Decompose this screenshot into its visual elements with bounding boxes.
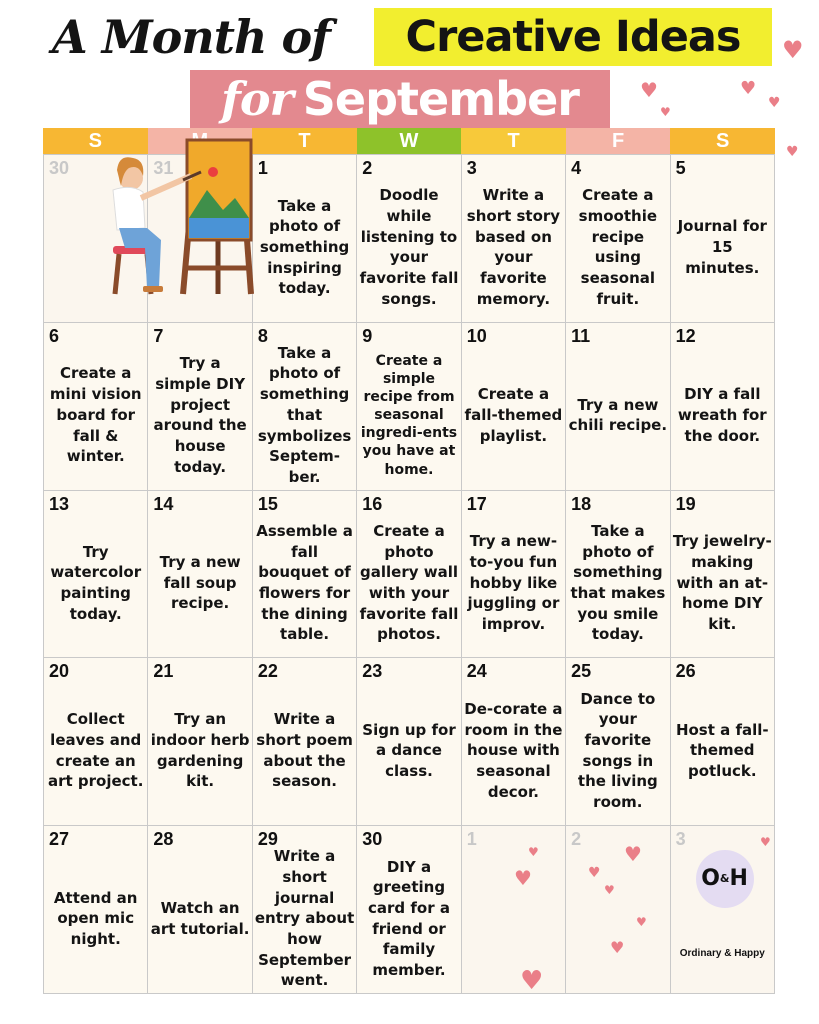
logo-name: Ordinary & Happy	[679, 948, 765, 960]
day-cell	[44, 826, 148, 994]
day-number: 31	[153, 158, 174, 178]
day-number: 28	[153, 829, 174, 850]
day-number: 25	[571, 661, 592, 682]
day-number: 3	[466, 158, 477, 178]
day-cell	[357, 323, 461, 491]
day-cell	[44, 323, 148, 491]
day-idea: Try jewelry-making with an at-home DIY kit.	[672, 532, 772, 634]
day-cell	[671, 658, 775, 826]
heart-icon: ♥	[786, 144, 799, 160]
heart-icon: ♥	[624, 842, 642, 866]
day-cell	[671, 491, 775, 659]
heart-icon: ♥	[660, 105, 671, 119]
logo-cell	[671, 826, 775, 994]
logo-initial-o: O	[701, 866, 720, 892]
day-cell	[357, 826, 461, 994]
title-part-1: A Month of	[52, 10, 330, 64]
day-number: 11	[571, 325, 591, 346]
day-idea: Attend an open mic night.	[53, 888, 138, 948]
day-cell	[462, 826, 566, 994]
day-cell	[462, 658, 566, 826]
day-idea: Try a new fall soup recipe.	[159, 552, 241, 613]
logo-ampersand: &	[719, 872, 730, 886]
day-idea: Create a photo gallery wall with your favorite fall photos.	[359, 521, 459, 644]
day-number: 17	[466, 493, 487, 514]
day-idea: Write a short poem about the season.	[256, 710, 353, 791]
day-idea: Assemble a fall bouquet of flowers for the dining table.	[256, 521, 353, 644]
day-idea: Try a new chili recipe.	[568, 395, 668, 435]
day-number: 1	[466, 829, 477, 850]
day-cell	[357, 155, 461, 323]
day-cell	[253, 323, 357, 491]
day-idea: DIY a fall wreath for the door.	[677, 385, 767, 445]
day-cell	[566, 323, 670, 491]
day-cell	[462, 323, 566, 491]
day-number: 23	[362, 661, 383, 682]
day-cell	[357, 658, 461, 826]
day-cell	[566, 155, 670, 323]
weekday-sat: S	[670, 128, 775, 154]
heart-icon: ♥	[520, 966, 544, 996]
weekday-tue: T	[252, 128, 357, 154]
day-idea: Try a simple DIY project around the house today.	[153, 354, 247, 476]
day-cell	[357, 491, 461, 659]
logo-initial-h: H	[729, 866, 748, 892]
day-number: 3	[675, 829, 686, 850]
day-cell	[462, 155, 566, 323]
day-number: 7	[153, 325, 164, 346]
day-number: 12	[675, 325, 696, 346]
day-cell	[566, 491, 670, 659]
day-number: 27	[49, 829, 70, 850]
day-number: 14	[153, 493, 174, 514]
weekday-fri: F	[566, 128, 671, 154]
day-idea: DIY a greeting card for a friend or family member.	[368, 857, 450, 979]
day-idea: Dance to your favorite songs in the living room.	[577, 689, 658, 812]
day-number: 26	[675, 661, 696, 682]
day-idea: Doodle while listening to your favorite fall songs.	[359, 186, 459, 308]
heart-icon: ♥	[782, 36, 804, 64]
day-idea: Journal for 15 minutes.	[677, 217, 767, 277]
day-idea: Take a photo of something that symbolizes Septem-ber.	[257, 343, 352, 486]
heart-icon: ♥	[604, 883, 615, 897]
subtitle-for: for	[221, 72, 293, 126]
day-cell	[462, 491, 566, 659]
day-idea: Try watercolor painting today.	[50, 542, 142, 623]
day-idea: Write a short journal entry about how September went.	[254, 847, 355, 990]
day-number: 24	[466, 661, 487, 682]
weekday-sun: S	[43, 128, 148, 154]
day-number: 2	[571, 829, 582, 850]
day-idea: Try an indoor herb gardening kit.	[150, 710, 250, 791]
day-cell	[253, 826, 357, 994]
day-number: 30	[362, 829, 383, 850]
weekday-thu: T	[461, 128, 566, 154]
heart-icon: ♥	[636, 915, 647, 929]
day-number: 29	[257, 829, 278, 850]
title	[52, 6, 772, 68]
heart-icon: ♥	[514, 866, 532, 890]
heart-icon: ♥	[640, 78, 658, 102]
day-number: 1	[257, 158, 268, 178]
subtitle-band	[190, 70, 610, 128]
day-idea: Write a short story based on your favorite memory.	[466, 186, 561, 308]
weekday-wed: W	[357, 128, 462, 154]
day-number: 18	[571, 493, 592, 514]
day-number: 22	[257, 661, 278, 682]
day-number: 6	[49, 325, 60, 346]
day-number: 19	[675, 493, 696, 514]
subtitle-month: September	[302, 72, 579, 126]
heart-icon: ♥	[768, 95, 781, 111]
title-part-2-highlight: Creative Ideas	[374, 8, 772, 66]
day-cell	[44, 491, 148, 659]
day-cell	[671, 323, 775, 491]
heart-icon: ♥	[588, 865, 601, 881]
heart-icon: ♥	[610, 938, 625, 957]
day-cell	[566, 826, 670, 994]
day-idea: Create a simple recipe from seasonal ingredi-ents you have at home.	[360, 352, 458, 478]
heart-icon: ♥	[740, 78, 757, 99]
day-idea: Host a fall-themed potluck.	[675, 720, 769, 781]
day-idea: Collect leaves and create an art project.	[47, 710, 144, 791]
day-idea: De-corate a room in the house with seasonal decor.	[464, 700, 563, 801]
heart-icon: ♥	[760, 835, 771, 849]
day-number: 13	[49, 493, 70, 514]
day-cell	[148, 826, 252, 994]
day-cell	[44, 658, 148, 826]
heart-icon: ♥	[528, 845, 539, 859]
day-number: 16	[362, 493, 383, 514]
day-number: 5	[675, 158, 686, 178]
day-number: 20	[49, 661, 70, 682]
day-number: 9	[362, 325, 373, 346]
day-cell	[148, 491, 252, 659]
day-idea: Sign up for a dance class.	[362, 720, 456, 781]
day-number: 10	[466, 325, 487, 346]
day-cell	[253, 491, 357, 659]
day-cell	[148, 323, 252, 491]
day-cell	[148, 658, 252, 826]
day-number: 30	[49, 158, 70, 178]
day-idea: Create a smoothie recipe using seasonal fruit.	[578, 186, 658, 308]
day-idea: Take a photo of something inspiring today.	[259, 196, 350, 298]
day-number: 15	[257, 493, 278, 514]
day-cell	[253, 658, 357, 826]
day-number: 2	[362, 158, 373, 178]
day-idea: Create a fall-themed playlist.	[464, 385, 563, 445]
logo-badge	[696, 850, 754, 908]
painter-illustration-icon	[73, 128, 278, 296]
day-idea: Watch an art tutorial.	[150, 898, 250, 938]
day-number: 8	[257, 325, 268, 346]
day-number: 21	[153, 661, 174, 682]
day-idea: Take a photo of something that makes you smile today.	[570, 521, 666, 644]
day-cell	[671, 155, 775, 323]
day-cell	[566, 658, 670, 826]
day-idea: Try a new-to-you fun hobby like juggling or improv.	[467, 532, 560, 634]
day-idea: Create a mini vision board for fall & winter.	[49, 364, 142, 466]
day-number: 4	[571, 158, 582, 178]
calendar	[43, 128, 775, 994]
